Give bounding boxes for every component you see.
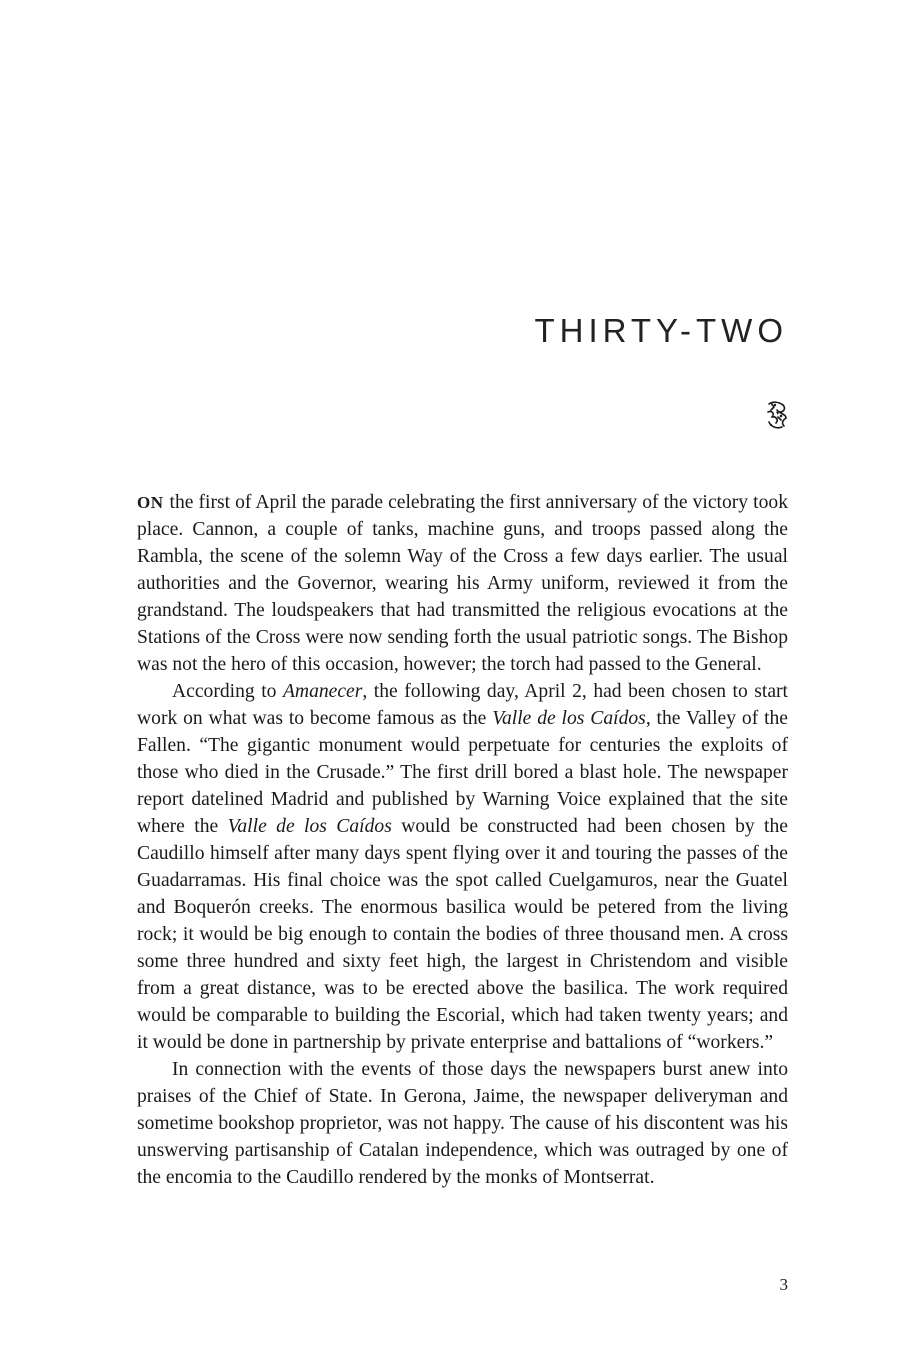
page-number: 3: [779, 1275, 788, 1294]
text-segment: In connection with the events of those days the newspapers burst anew into praises of the Chief of State. In Gerona, Jaime, the newspaper deliveryman and sometime bookshop proprietor, was not happy. The cause of his discontent was his unswerving partisanship of Catalan independence, which was outraged by one of the encomia to the Caudillo rendered by the monks of Montserrat.: [137, 1059, 788, 1188]
paragraph-3: [137, 1056, 788, 1191]
text-segment: According to: [172, 681, 283, 702]
text-segment: , the following day, April 2, had been chosen to start work on what was to become famous as the: [137, 681, 788, 729]
chapter-body: [137, 489, 788, 1191]
text-segment: , the Valley of the Fallen. “The gigantic monument would perpetuate for centuries the exploits of those who died in the Crusade.” The first drill bored a blast hole. The newspaper report datelined Madrid and published by Warning Voice explained that the site where the: [137, 708, 789, 837]
italic-title: Valle de los Caídos: [227, 816, 392, 837]
lead-word: ON: [137, 493, 164, 512]
chapter-title: THIRTY-TWO: [534, 312, 788, 349]
text-segment: would be constructed had been chosen by the Caudillo himself after many days spent flying over it and touring the passes of the Guadarramas. His final choice was the spot called Cuelgamuros, near the Guatel and Boquerón creeks. The enormous basilica would be petered from the living rock; it would be big enough to contain the bodies of three thousand men. A cross some three hundred and sixty feet high, the largest in Christendom and visible from a great distance, was to be erected above the basilica. The work required would be comparable to building the Escorial, which had taken twenty years; and it would be done in partnership by private enterprise and battalions of “workers.”: [137, 816, 788, 1053]
text-segment: the first of April the parade celebrating the first anniversary of the victory took place. Cannon, a couple of tanks, machine guns, and troops passed along the Rambla, the scene of the solemn Way of the Cross a few days earlier. The usual authorities and the Governor, wearing his Army uniform, reviewed it from the grandstand. The loudspeakers that had transmitted the religious evocations at the Stations of the Cross were now sending forth the usual patriotic songs. The Bishop was not the hero of this occasion, however; the torch had passed to the General.: [137, 492, 788, 675]
italic-title: Amanecer: [282, 681, 363, 702]
paragraph-2: [137, 678, 788, 1056]
floral-dragon-ornament-icon: [765, 400, 789, 430]
italic-title: Valle de los Caídos: [492, 708, 646, 729]
paragraph-1: [137, 489, 788, 678]
